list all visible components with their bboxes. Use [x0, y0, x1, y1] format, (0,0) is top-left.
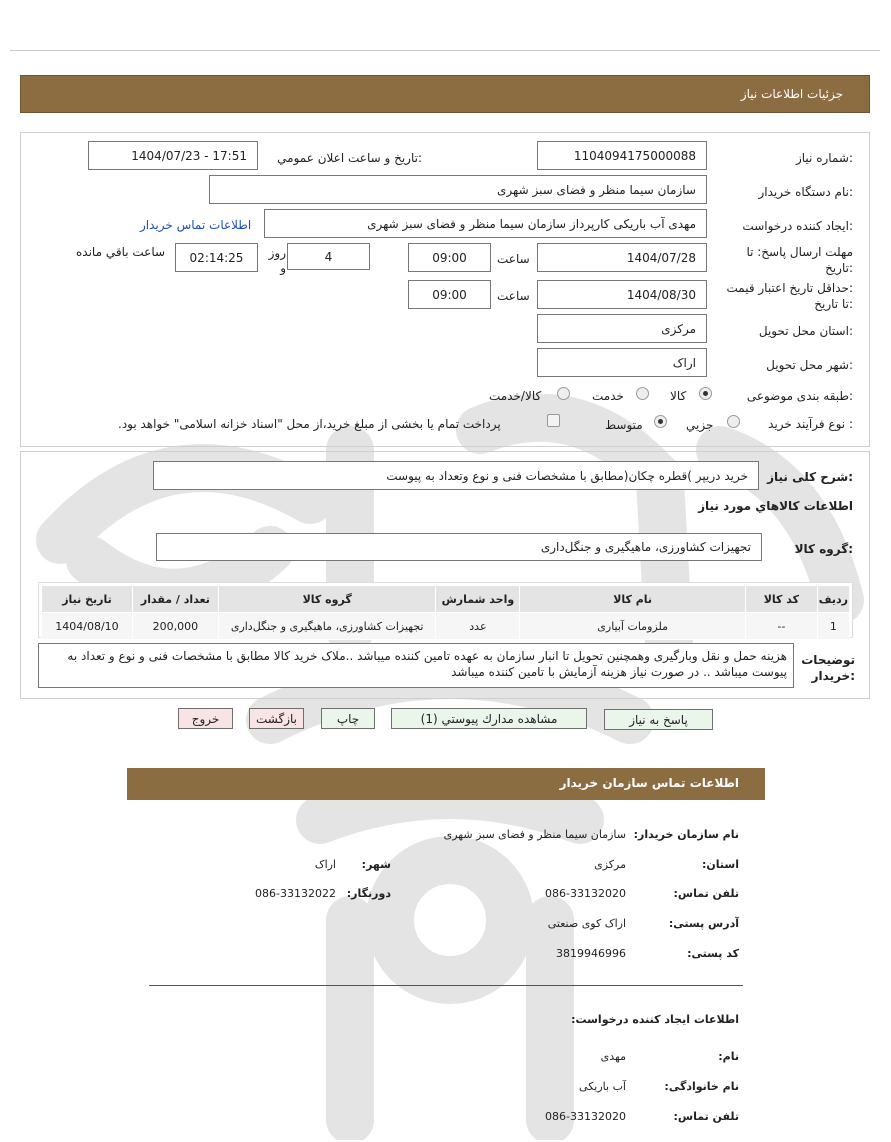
cell-group: تجهیزات کشاورزی، ماهیگیری و جنگل‌داری — [218, 613, 436, 640]
page-header — [20, 75, 870, 113]
creator-field: مهدی آب باریکی کارپرداز سازمان سیما منظر و فضای سبز شهری — [264, 209, 707, 238]
process-label: نوع فرآیند خرید : — [768, 417, 853, 431]
attachments-button[interactable]: مشاهده مدارك پیوستي (1) — [391, 708, 587, 729]
contact-org-label: نام سازمان خریدار: — [633, 828, 739, 841]
creator-section-title: اطلاعات ایجاد کننده درخواست: — [571, 1013, 739, 1026]
validity-time-label: ساعت — [497, 289, 530, 303]
summary-field: خرید دریپر )قطره چکان(مطابق با مشخصات فنی و نوع وتعداد به پیوست — [153, 461, 759, 490]
contact-postal-label: کد پستی: — [687, 947, 739, 960]
creator-phone-value: 086-33132020 — [545, 1110, 626, 1123]
category-label: طبقه بندی موضوعی: — [746, 389, 853, 403]
payment-checkbox[interactable] — [547, 414, 560, 427]
category-radio-service[interactable] — [636, 387, 649, 400]
col-header-date: تاریخ نیاز — [42, 586, 133, 613]
reply-button[interactable]: پاسخ به نیاز — [604, 709, 713, 730]
process-option-partial: جزيي — [686, 418, 714, 432]
days-field: 4 — [287, 243, 370, 270]
goods-group-field: تجهیزات کشاورزی، ماهیگیری و جنگل‌داری — [156, 533, 762, 561]
contact-province-value: مرکزی — [594, 858, 626, 871]
contact-phone-label: تلفن تماس: — [673, 887, 739, 900]
province-label: استان محل تحویل: — [758, 324, 853, 338]
validity-time-field: 09:00 — [408, 280, 491, 309]
goods-info-title: اطلاعات کالاهاي مورد نیاز — [698, 499, 853, 513]
creator-name-label: نام: — [718, 1050, 739, 1063]
days-label: روز و — [268, 246, 286, 275]
province-field: مرکزی — [537, 314, 707, 343]
remaining-time-field: 02:14:25 — [175, 243, 258, 272]
col-header-row-number: ردیف — [817, 586, 849, 613]
payment-note: پرداخت تمام یا بخشی از مبلغ خرید،از محل "اسناد خزانه اسلامی" خواهد بود. — [118, 417, 501, 431]
col-header-unit: واحد شمارش — [436, 586, 520, 613]
city-label: شهر محل تحویل: — [766, 358, 853, 372]
buyer-org-label: نام دستگاه خریدار: — [758, 185, 853, 199]
process-option-medium: متوسط — [605, 418, 643, 432]
validity-label: حداقل تاریخ اعتبار قیمت: تا تاریخ: — [726, 281, 853, 311]
creator-label: ایجاد کننده درخواست: — [742, 219, 853, 233]
cell-name: ملزومات آبیاری — [520, 613, 746, 640]
goods-group-label: گروه کالا: — [794, 542, 853, 556]
process-radio-medium[interactable] — [654, 415, 667, 428]
cell-row-number: 1 — [817, 613, 849, 640]
contact-fax-label: دورنگار: — [346, 887, 391, 900]
remaining-label: ساعت باقي مانده — [76, 245, 166, 259]
deadline-time-field: 09:00 — [408, 243, 491, 272]
contact-section-title: اطلاعات تماس سازمان خریدار — [559, 776, 739, 790]
contact-province-label: استان: — [702, 858, 739, 871]
deadline-date-field: 1404/07/28 — [537, 243, 707, 272]
notes-box — [38, 643, 794, 688]
col-header-quantity: تعداد / مقدار — [132, 586, 218, 613]
contact-phone-value: 086-33132020 — [545, 887, 626, 900]
cell-unit: عدد — [436, 613, 520, 640]
col-header-code: کد کالا — [745, 586, 817, 613]
category-option-service: خدمت — [592, 389, 624, 403]
print-button[interactable]: چاپ — [321, 708, 375, 729]
page-title: جزئیات اطلاعات نیاز — [740, 87, 843, 101]
category-radio-goods-service[interactable] — [557, 387, 570, 400]
announce-field: 1404/07/23 - 17:51 — [88, 141, 258, 170]
exit-button[interactable]: خروج — [178, 708, 233, 729]
items-table-wrap — [38, 582, 853, 638]
cell-date: 1404/08/10 — [42, 613, 133, 640]
items-table — [41, 585, 850, 640]
creator-name-value: مهدی — [600, 1050, 626, 1063]
buyer-contact-link[interactable]: اطلاعات تماس خریدار — [140, 218, 252, 232]
col-header-name: نام کالا — [520, 586, 746, 613]
contact-divider — [149, 985, 743, 986]
contact-fax-value: 086-33132022 — [255, 887, 336, 900]
summary-label: شرح کلی نیاز: — [767, 470, 853, 484]
contact-city-value: اراک — [314, 858, 336, 871]
need-number-label: شماره نیاز: — [795, 151, 853, 165]
contact-section-header — [127, 768, 765, 800]
city-field: اراک — [537, 348, 707, 377]
notes-label: توضیحات خریدار: — [801, 653, 855, 683]
col-header-group: گروه کالا — [218, 586, 436, 613]
creator-phone-label: تلفن تماس: — [673, 1110, 739, 1123]
announce-label: تاریخ و ساعت اعلان عمومي: — [277, 151, 422, 165]
buyer-org-field: سازمان سیما منظر و فضای سبز شهری — [209, 175, 707, 204]
deadline-time-label: ساعت — [497, 252, 530, 266]
contact-address-label: آدرس پستی: — [668, 917, 739, 930]
process-radio-partial[interactable] — [727, 415, 740, 428]
notes-text: هزینه حمل و نقل وبارگیری وهمچنین تحویل تا انبار سازمان به عهده تامین کننده میباشد ..ملاک خرید کالا مطابق با مشخصات فنی و نوع و تعداد به پیوست میباشد .. در صورت نیاز هزینه آزمایش با تامین کننده میباشد — [67, 649, 787, 679]
cell-code: -- — [745, 613, 817, 640]
contact-city-label: شهر: — [361, 858, 391, 871]
need-number-field: 1104094175000088 — [537, 141, 707, 170]
contact-address-value: اراک کوی صنعتی — [547, 917, 626, 930]
table-header-row — [42, 586, 850, 613]
back-button[interactable]: بازگشت — [249, 708, 304, 729]
category-option-goods-service: کالا/خدمت — [489, 389, 542, 403]
category-option-goods: کالا — [670, 389, 687, 403]
contact-org-value: سازمان سیما منظر و فضای سبز شهری — [443, 828, 626, 841]
creator-family-value: آب باریکی — [579, 1080, 626, 1093]
contact-postal-value: 3819946996 — [556, 947, 626, 960]
validity-date-field: 1404/08/30 — [537, 280, 707, 309]
top-divider — [10, 50, 880, 51]
cell-quantity: 200,000 — [132, 613, 218, 640]
category-radio-goods[interactable] — [699, 387, 712, 400]
table-row — [42, 613, 850, 640]
creator-family-label: نام خانوادگی: — [664, 1080, 739, 1093]
deadline-label: مهلت ارسال پاسخ: تا تاریخ: — [746, 245, 853, 275]
